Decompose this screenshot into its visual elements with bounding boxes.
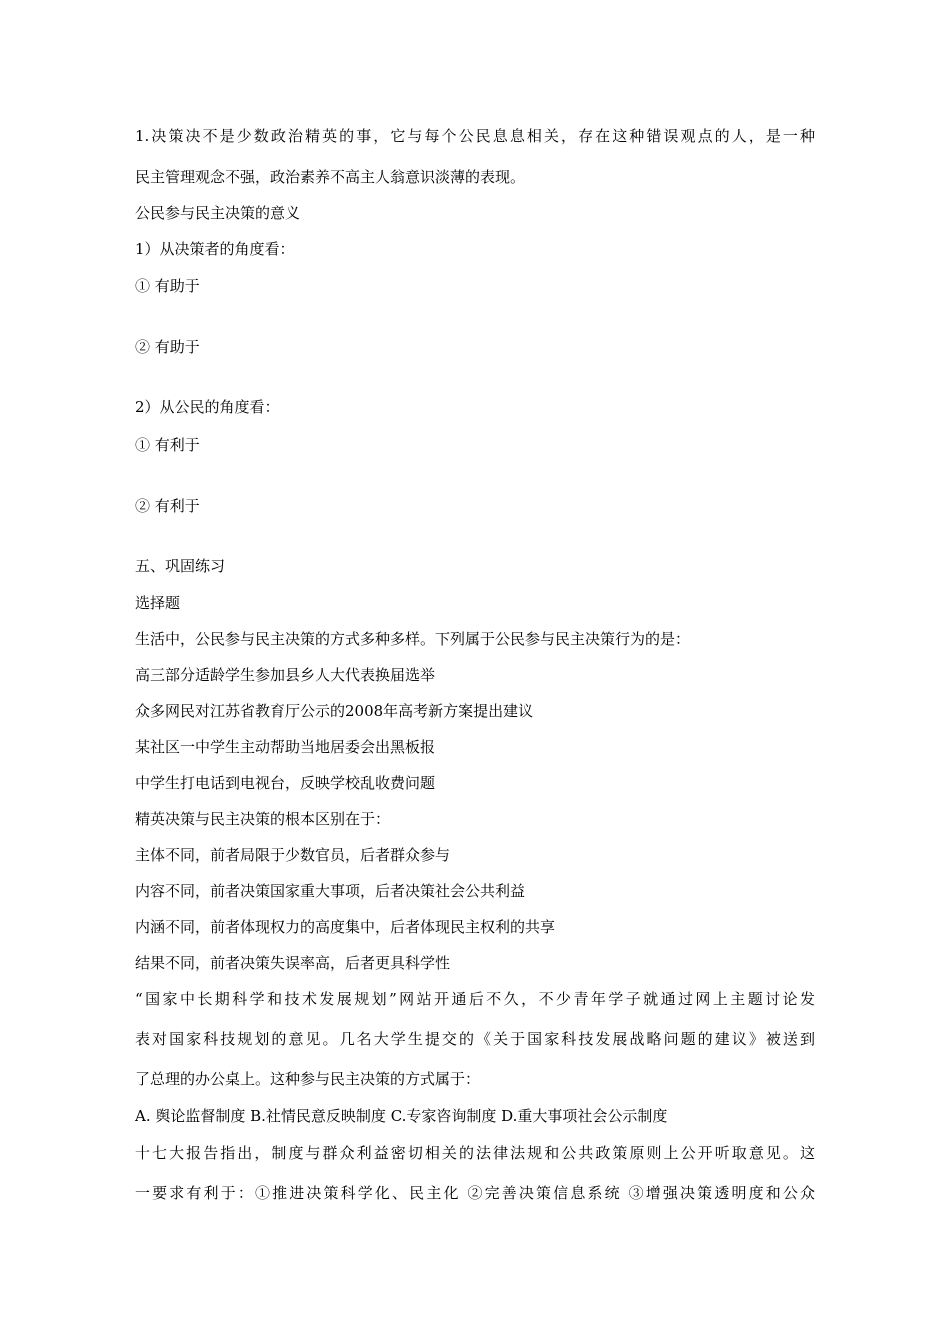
answer-option: 某社区一中学生主动帮助当地居委会出黑板报 [135,738,436,756]
answer-option: 中学生打电话到电视台，反映学校乱收费问题 [135,774,436,792]
sub-heading: 2）从公民的角度看： [135,398,280,416]
question-stem: 精英决策与民主决策的根本区别在于： [135,810,391,828]
section-heading: 五、巩固练习 [135,557,226,575]
answer-option: 主体不同，前者局限于少数官员，后者群众参与 [135,846,451,864]
paragraph-line: 1.决策决不是少数政治精英的事，它与每个公民息息相关，存在这种错误观点的人，是一种 [135,127,815,145]
sub-heading: 选择题 [135,594,181,612]
section-heading: 公民参与民主决策的意义 [135,204,301,222]
question-stem: 一要求有利于：①推进决策科学化、民主化 ②完善决策信息系统 ③增强决策透明度和公众 [135,1184,815,1202]
list-item: ② 有利于 [135,497,200,515]
question-stem: 表对国家科技规划的意见。几名大学生提交的《关于国家科技发展战略问题的建议》被送到 [135,1030,815,1048]
list-item: ② 有助于 [135,338,200,356]
question-stem: 十七大报告指出，制度与群众利益密切相关的法律法规和公共政策原则上公开听取意见。这 [135,1144,815,1162]
list-item: ① 有利于 [135,436,200,454]
paragraph-line: 民主管理观念不强，政治素养不高主人翁意识淡薄的表现。 [135,168,526,186]
question-stem: 生活中，公民参与民主决策的方式多种多样。下列属于公民参与民主决策行为的是： [135,630,691,648]
question-stem: “国家中长期科学和技术发展规划”网站开通后不久，不少青年学子就通过网上主题讨论发 [135,990,815,1008]
answer-option: 内涵不同，前者体现权力的高度集中，后者体现民主权利的共享 [135,918,556,936]
answer-option: 结果不同，前者决策失误率高，后者更具科学性 [135,954,451,972]
answer-option: 高三部分适龄学生参加县乡人大代表换届选举 [135,666,436,684]
answer-option: 内容不同，前者决策国家重大事项，后者决策社会公共利益 [135,882,526,900]
answer-options-row: A. 舆论监督制度 B.社情民意反映制度 C.专家咨询制度 D.重大事项社会公示制度 [135,1107,668,1125]
list-item: ① 有助于 [135,277,200,295]
answer-option: 众多网民对江苏省教育厅公示的2008年高考新方案提出建议 [135,702,534,720]
sub-heading: 1）从决策者的角度看： [135,240,295,258]
question-stem: 了总理的办公桌上。这种参与民主决策的方式属于： [135,1070,481,1088]
